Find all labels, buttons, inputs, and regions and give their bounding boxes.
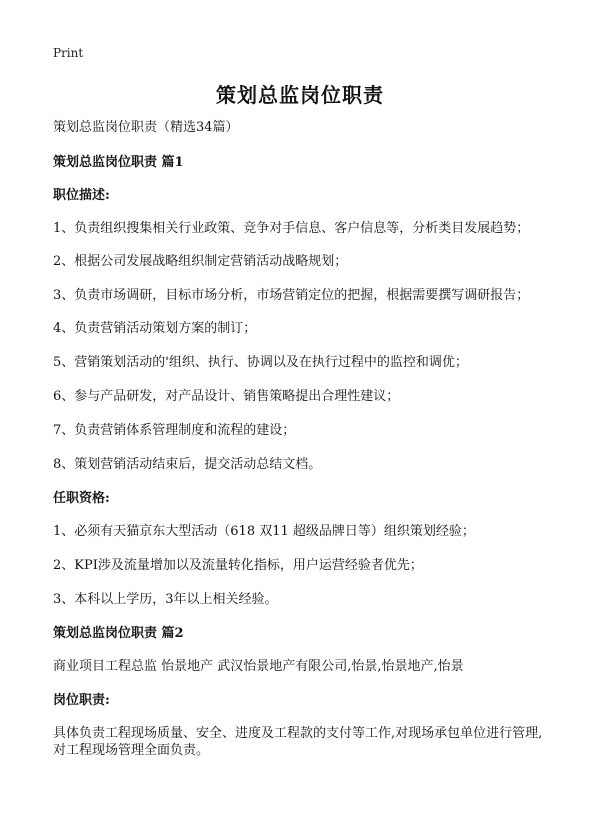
qualification-item: 1、必须有天猫京东大型活动（618 双11 超级品牌日等）组织策划经验； bbox=[53, 524, 475, 539]
duties-heading: 职位描述: bbox=[53, 188, 110, 203]
duty-item: 5、营销策划活动的'组织、执行、协调以及在执行过程中的监控和调优； bbox=[53, 355, 468, 370]
duty-item: 7、负责营销体系管理制度和流程的建设； bbox=[53, 423, 296, 438]
qualifications-heading: 任职资格: bbox=[53, 491, 110, 506]
duty-item: 4、负责营销活动策划方案的制订； bbox=[53, 321, 257, 336]
job-duties-text: 具体负责工程现场质量、安全、进度及工程款的支付等工作,对现场承包单位进行管理,对工程现场管理全面负责。 bbox=[53, 726, 543, 758]
document-subtitle: 策划总监岗位职责（精选34篇） bbox=[53, 120, 239, 135]
page-title: 策划总监岗位职责 bbox=[216, 83, 384, 107]
duty-item: 1、负责组织搜集相关行业政策、竞争对手信息、客户信息等，分析类目发展趋势； bbox=[53, 221, 530, 236]
job-duties-heading: 岗位职责: bbox=[53, 693, 110, 708]
company-line: 商业项目工程总监 怡景地产 武汉怡景地产有限公司,怡景,怡景地产,怡景 bbox=[53, 659, 464, 674]
duty-item: 8、策划营销活动结束后，提交活动总结文档。 bbox=[53, 457, 322, 472]
document-body bbox=[53, 119, 553, 775]
duty-item: 2、根据公司发展战略组织制定营销活动战略规划； bbox=[53, 254, 348, 269]
section-2-heading: 策划总监岗位职责 篇2 bbox=[53, 626, 184, 641]
print-label: Print bbox=[53, 46, 84, 60]
duty-item: 6、参与产品研发，对产品设计、销售策略提出合理性建议； bbox=[53, 389, 400, 404]
section-1-heading: 策划总监岗位职责 篇1 bbox=[53, 155, 184, 170]
qualification-item: 3、本科以上学历，3年以上相关经验。 bbox=[53, 592, 278, 607]
qualification-item: 2、KPI涉及流量增加以及流量转化指标，用户运营经验者优先； bbox=[53, 558, 423, 573]
duty-item: 3、负责市场调研，目标市场分析，市场营销定位的把握，根据需要撰写调研报告； bbox=[53, 288, 530, 303]
